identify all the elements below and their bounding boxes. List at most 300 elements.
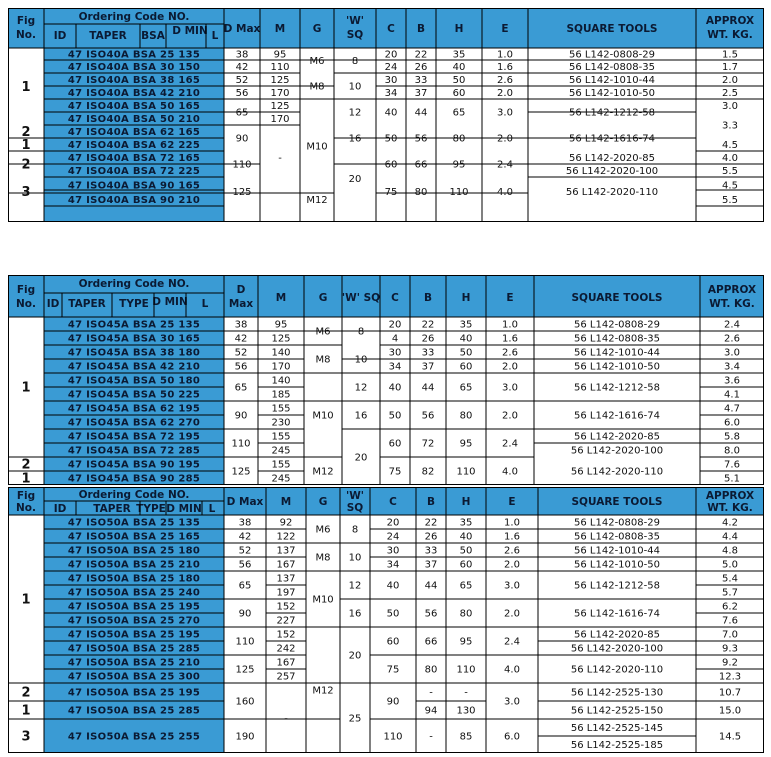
ordering-code: 47 ISO45A BSA 30 165 (67, 333, 201, 345)
table-iso40-grid (8, 8, 764, 224)
e-cell: 3.0 (504, 580, 520, 592)
h-cell: 35 (459, 319, 473, 331)
m-cell: 137 (276, 573, 296, 585)
b-cell: 26 (421, 333, 435, 345)
g-thread-cell: M8 (315, 354, 331, 366)
fig-number: 3 (21, 185, 31, 200)
c-cell: 30 (388, 347, 402, 359)
e-cell: 4.0 (502, 466, 518, 478)
h-cell: 50 (459, 545, 473, 557)
wt-cell: 4.5 (722, 140, 738, 151)
table-iso40 (8, 8, 764, 224)
h-cell: 80 (459, 410, 473, 422)
tool-cell: 56 L142-2020-85 (574, 629, 660, 641)
header-fig-no: No. (16, 502, 36, 514)
tool-cell: 56 L142-1212-58 (574, 580, 660, 592)
m-cell: 95 (274, 319, 288, 331)
dmax-cell: 56 (238, 559, 252, 571)
b-cell: 22 (414, 49, 428, 61)
h-cell: 40 (452, 62, 466, 73)
wt-cell: 5.5 (722, 195, 738, 206)
wt-cell: 5.0 (722, 559, 738, 571)
c-cell: 60 (386, 636, 400, 648)
c-cell: 20 (388, 319, 402, 331)
wt-cell: 2.5 (722, 88, 738, 99)
header-fig-no: No. (16, 298, 36, 310)
m-dash-cell: - (284, 713, 288, 725)
b-cell: 66 (424, 636, 438, 648)
c-cell: 34 (388, 361, 402, 373)
m-cell: 197 (276, 587, 296, 599)
dmax-cell: 125 (232, 187, 252, 198)
header-id: ID (53, 30, 67, 42)
e-cell: 2.6 (504, 545, 520, 557)
g-thread-cell: M6 (315, 326, 331, 338)
fig-number: 1 (21, 80, 31, 95)
tool-cell: 56 L142-0808-29 (569, 49, 655, 61)
header-b: B (416, 23, 426, 35)
tool-cell: 56 L142-1010-50 (574, 361, 660, 373)
m-cell: 92 (279, 517, 293, 529)
g-thread-cell: M12 (306, 195, 328, 206)
table-iso45-grid (8, 275, 764, 487)
wt-cell: 4.8 (722, 545, 738, 557)
header-approx: APPROX (707, 284, 757, 296)
c-cell: 110 (383, 731, 403, 743)
h-cell: 65 (459, 382, 473, 394)
h-cell: 110 (456, 466, 476, 478)
ordering-code: 47 ISO45A BSA 72 195 (67, 431, 201, 443)
header-l: L (208, 503, 216, 515)
ordering-code: 47 ISO45A BSA 62 270 (67, 417, 201, 429)
g-thread-cell: M10 (312, 410, 334, 422)
table-iso45 (8, 275, 764, 487)
wt-cell: 2.0 (722, 75, 738, 86)
dmax-cell: 38 (238, 517, 252, 529)
wt-cell: 5.8 (724, 431, 740, 443)
dmax-cell: 42 (234, 333, 248, 345)
dmax-cell: 90 (234, 410, 248, 422)
tool-cell: 56 L142-0808-35 (574, 333, 660, 345)
dmax-cell: 110 (235, 636, 255, 648)
m-cell: 230 (271, 417, 291, 429)
header-cell (700, 275, 764, 317)
h-cell: 85 (459, 731, 473, 743)
w-square-cell: 16 (348, 608, 362, 620)
fig-number: 3 (21, 729, 31, 745)
header-max: Max (228, 298, 254, 310)
header-approx: APPROX (705, 490, 755, 502)
h-cell: 110 (456, 664, 476, 676)
e-cell: 1.0 (497, 49, 513, 61)
b-cell: 33 (424, 545, 438, 557)
ordering-code: 47 ISO45A BSA 25 135 (67, 319, 201, 331)
table-iso50 (8, 487, 764, 755)
g-thread-cell: M10 (306, 141, 328, 153)
header-g: G (318, 292, 328, 304)
g-thread-cell: M10 (312, 594, 334, 606)
wt-cell: 9.3 (722, 643, 738, 655)
c-cell: 90 (386, 696, 400, 708)
c-cell: 4 (391, 333, 399, 345)
header-dmax: D Max (223, 23, 261, 35)
g-thread-cell: M8 (315, 552, 331, 564)
header-wt-kg: WT. KG. (707, 29, 753, 41)
dmax-cell: 65 (238, 580, 252, 592)
c-cell: 34 (384, 88, 398, 99)
dmax-cell: 90 (238, 608, 252, 620)
ordering-code: 47 ISO40A BSA 72 165 (67, 153, 201, 164)
header-cell (696, 8, 764, 48)
c-cell: 50 (384, 133, 398, 145)
ordering-code: 47 ISO50A BSA 25 135 (67, 517, 201, 529)
wt-cell: 4.2 (722, 517, 738, 529)
e-cell: 2.0 (504, 608, 520, 620)
c-cell: 40 (384, 107, 398, 119)
e-cell: 4.0 (497, 187, 513, 198)
fig-number: 2 (21, 685, 31, 701)
m-cell: 125 (270, 75, 290, 86)
m-cell: 110 (270, 62, 290, 73)
w-square-cell: 10 (348, 81, 362, 93)
e-cell: 1.0 (502, 319, 518, 331)
m-cell: 167 (276, 657, 296, 669)
wt-cell: 10.7 (718, 687, 742, 699)
c-cell: 40 (386, 580, 400, 592)
w-square-cell: 8 (351, 524, 359, 536)
h-cell: 60 (452, 88, 466, 99)
fig-number: 1 (21, 471, 31, 487)
b-cell: 66 (414, 159, 428, 171)
ordering-code: 47 ISO45A BSA 50 180 (67, 375, 201, 387)
wt-cell: 5.7 (722, 587, 738, 599)
w-square-cell: 12 (354, 382, 368, 394)
wt-cell: 4.4 (722, 531, 738, 543)
h-cell: 95 (459, 438, 473, 450)
w-square-cell: 20 (348, 650, 362, 662)
dmax-cell: 52 (234, 347, 248, 359)
h-cell: 60 (459, 559, 473, 571)
wt-cell: 12.3 (718, 671, 742, 683)
b-cell: 56 (424, 608, 438, 620)
g-thread-cell: M6 (315, 524, 331, 536)
m-cell: 242 (276, 643, 296, 655)
tool-cell: 56 L142-0808-29 (574, 319, 660, 331)
header-sq: SQ (346, 29, 364, 41)
h-cell: 110 (449, 187, 469, 198)
tool-cell: 56 L142-2020-100 (570, 445, 664, 457)
h-cell: 40 (459, 333, 473, 345)
tool-cell: 56 L142-1010-50 (569, 88, 655, 99)
header-type: TYPE (119, 298, 149, 310)
b-cell: - (429, 731, 433, 743)
wt-cell: 4.0 (722, 153, 738, 164)
w-square-cell: 16 (354, 410, 368, 422)
header-square-tools: SQUARE TOOLS (571, 496, 663, 508)
header-taper: TAPER (68, 298, 106, 310)
e-cell: 2.4 (497, 159, 513, 171)
m-cell: 185 (271, 389, 291, 401)
tool-cell: 56 L142-2525-185 (570, 740, 664, 751)
h-cell: 40 (459, 531, 473, 543)
tool-cell: 56 L142-2525-130 (570, 687, 664, 699)
c-cell: 75 (388, 466, 402, 478)
header-dmin: D MIN (166, 503, 202, 515)
header-bsa: BSA (141, 30, 165, 42)
wt-cell: 1.7 (722, 62, 738, 73)
m-cell: 155 (271, 459, 291, 471)
e-cell: 2.4 (502, 438, 518, 450)
w-square-cell: 25 (348, 713, 362, 725)
dmax-cell: 42 (235, 62, 249, 73)
h-cell: 65 (459, 580, 473, 592)
wt-cell: 3.3 (722, 120, 738, 132)
ordering-code: 47 ISO50A BSA 25 195 (67, 601, 201, 613)
header-sq: SQ (346, 502, 364, 514)
ordering-code: 47 ISO50A BSA 25 180 (67, 573, 201, 585)
tool-cell: 56 L142-2020-85 (574, 431, 660, 443)
e-cell: 2.0 (502, 410, 518, 422)
tool-cell: 56 L142-1010-44 (574, 347, 660, 359)
header-w: 'W' (345, 15, 365, 27)
ordering-code: 47 ISO50A BSA 25 210 (67, 559, 201, 571)
ordering-code: 47 ISO40A BSA 50 165 (67, 101, 201, 112)
w-square-cell: 20 (354, 452, 368, 464)
header-h: H (461, 292, 471, 304)
b-cell: 26 (414, 62, 428, 73)
dmax-cell: 38 (235, 49, 249, 61)
ordering-code: 47 ISO50A BSA 25 285 (67, 643, 201, 655)
e-cell: 1.6 (502, 333, 518, 345)
e-cell: 2.6 (502, 347, 518, 359)
b-cell: 44 (421, 382, 435, 394)
dmax-cell: 56 (234, 361, 248, 373)
m-cell: 95 (273, 49, 287, 61)
m-cell: 170 (270, 88, 290, 99)
m-cell: 170 (270, 114, 290, 125)
m-dash-cell: - (278, 153, 282, 164)
g-thread-cell: M6 (309, 56, 325, 67)
h-cell: 60 (459, 361, 473, 373)
header-ordering-code: Ordering Code NO. (78, 489, 190, 501)
header-g: G (318, 496, 328, 508)
header-l: L (201, 298, 209, 310)
g-thread-cell: M8 (309, 81, 325, 93)
wt-cell: 3.0 (724, 347, 740, 359)
tool-cell: 56 L142-1010-50 (574, 559, 660, 571)
wt-cell: 5.5 (722, 166, 738, 177)
e-cell: 4.0 (504, 664, 520, 676)
ordering-code: 47 ISO45A BSA 72 285 (67, 445, 201, 457)
e-cell: 2.4 (504, 636, 520, 648)
header-ordering-code: Ordering Code NO. (78, 278, 190, 290)
w-square-cell: 10 (354, 354, 368, 366)
ordering-code: 47 ISO50A BSA 25 195 (67, 629, 201, 641)
tool-cell: 56 L142-2020-85 (569, 153, 655, 164)
h-cell: 50 (459, 347, 473, 359)
tool-cell: 56 L142-1010-44 (569, 75, 655, 86)
w-square-cell: 8 (351, 56, 359, 67)
dmax-cell: 56 (235, 88, 249, 99)
wt-cell: 2.6 (724, 333, 740, 345)
fig-number: 2 (21, 157, 31, 173)
tool-cell: 56 L142-2020-110 (570, 466, 664, 478)
header-cell (224, 275, 258, 317)
header-approx: APPROX (705, 15, 755, 27)
dmax-cell: 90 (235, 133, 249, 145)
m-cell: 152 (276, 629, 296, 641)
header-e: E (501, 23, 509, 35)
tool-cell: 56 L142-1616-74 (574, 410, 660, 422)
ordering-code: 47 ISO50A BSA 25 180 (67, 545, 201, 557)
c-cell: 34 (386, 559, 400, 571)
header-m: M (280, 496, 292, 508)
dmax-cell: 125 (235, 664, 255, 676)
m-cell: 125 (271, 333, 291, 345)
wt-cell: 2.4 (724, 319, 740, 331)
wt-cell: 7.6 (724, 459, 740, 471)
b-cell: 37 (424, 559, 438, 571)
tool-cell: 56 L142-1616-74 (569, 133, 655, 145)
fig-number: 1 (21, 703, 31, 719)
header-taper: TAPER (93, 503, 131, 515)
e-cell: 2.0 (504, 559, 520, 571)
m-cell: 125 (270, 101, 290, 112)
dmax-cell: 110 (231, 438, 251, 450)
ordering-code: 47 ISO50A BSA 25 255 (67, 731, 201, 743)
header-type: TYPE (136, 503, 166, 515)
header-e: E (508, 496, 516, 508)
tool-cell: 56 L142-2020-100 (570, 643, 664, 655)
ordering-code: 47 ISO45A BSA 90 195 (67, 459, 201, 471)
m-cell: 227 (276, 615, 296, 627)
ordering-code: 47 ISO40A BSA 38 165 (67, 75, 201, 86)
c-cell: 75 (386, 664, 400, 676)
m-cell: 140 (271, 375, 291, 387)
fig-number: 2 (21, 125, 31, 140)
ordering-code: 47 ISO45A BSA 42 210 (67, 361, 201, 373)
tool-cell: 56 L142-1212-58 (569, 107, 655, 119)
fig-number: 1 (21, 380, 31, 396)
m-cell: 257 (276, 671, 296, 683)
wt-cell: 4.1 (724, 389, 740, 401)
ordering-code: 47 ISO45A BSA 90 285 (67, 473, 201, 485)
header-b: B (426, 496, 436, 508)
e-cell: 2.6 (497, 75, 513, 86)
header-w: 'W' (345, 490, 365, 502)
wt-cell: 9.2 (722, 657, 738, 669)
ordering-code: 47 ISO45A BSA 62 195 (67, 403, 201, 415)
c-cell: 50 (388, 410, 402, 422)
wt-cell: 15.0 (718, 705, 742, 717)
dmax-cell: 125 (231, 466, 251, 478)
wt-cell: 6.0 (724, 417, 740, 429)
header-dmin: D MIN (152, 296, 188, 308)
w-square-cell: 12 (348, 107, 362, 119)
header-cell (334, 8, 376, 48)
e-cell: 1.6 (504, 531, 520, 543)
tool-cell: 56 L142-2020-100 (565, 166, 659, 177)
c-cell: 60 (388, 438, 402, 450)
header-fig: Fig (16, 284, 36, 296)
header-c: C (389, 496, 397, 508)
wt-cell: 1.5 (722, 49, 738, 61)
header-wt-kg: WT. KG. (709, 298, 755, 310)
dmax-cell: 52 (238, 545, 252, 557)
ordering-code: 47 ISO50A BSA 25 285 (67, 705, 201, 717)
c-cell: 75 (384, 187, 398, 198)
ordering-code: 47 ISO50A BSA 25 270 (67, 615, 201, 627)
header-fig: Fig (16, 490, 36, 502)
tool-cell: 56 L142-2020-110 (565, 187, 659, 198)
tool-cell: 56 L142-1010-44 (574, 545, 660, 557)
wt-cell: 8.0 (724, 445, 740, 457)
dmax-cell: 52 (235, 75, 249, 86)
g-thread-cell: M12 (312, 466, 334, 478)
e-cell: 6.0 (504, 731, 520, 743)
h-cell: 35 (459, 517, 473, 529)
ordering-code: 47 ISO50A BSA 25 165 (67, 531, 201, 543)
tool-cell: 56 L142-0808-35 (574, 531, 660, 543)
tool-cell: 56 L142-2525-145 (570, 723, 664, 734)
m-cell: 245 (271, 473, 291, 485)
header-fig: Fig (16, 15, 36, 27)
dmax-cell: 38 (234, 319, 248, 331)
e-cell: 2.0 (497, 88, 513, 99)
wt-cell: 14.5 (718, 731, 742, 743)
m-cell: 155 (271, 403, 291, 415)
ordering-code: 47 ISO40A BSA 25 135 (67, 49, 201, 61)
header-b: B (423, 292, 433, 304)
header-ordering-code: Ordering Code NO. (78, 11, 190, 23)
m-cell: 140 (271, 347, 291, 359)
b-cell: 56 (414, 133, 428, 145)
header-square-tools: SQUARE TOOLS (566, 23, 658, 35)
dmax-cell: 110 (232, 159, 252, 171)
ordering-code: 47 ISO40A BSA 42 210 (67, 88, 201, 99)
c-cell: 30 (384, 75, 398, 86)
ordering-code: 47 ISO50A BSA 25 210 (67, 657, 201, 669)
b-cell: 44 (414, 107, 428, 119)
header-g: G (312, 23, 322, 35)
wt-cell: 3.6 (724, 375, 740, 387)
e-cell: 3.0 (502, 382, 518, 394)
dmax-cell: 160 (235, 696, 255, 708)
header-wt-kg: WT. KG. (707, 502, 753, 514)
header-dmax: D Max (226, 496, 264, 508)
b-cell: - (429, 687, 433, 699)
w-square-cell: 8 (357, 326, 365, 338)
b-cell: 94 (424, 705, 438, 717)
w-square-cell: 12 (348, 580, 362, 592)
dmax-cell: 65 (235, 107, 249, 119)
h-cell: 130 (456, 705, 476, 717)
b-cell: 22 (424, 517, 438, 529)
ordering-code: 47 ISO45A BSA 38 180 (67, 347, 201, 359)
b-cell: 72 (421, 438, 435, 450)
fig-number: 1 (21, 138, 31, 153)
ordering-code: 47 ISO50A BSA 25 300 (67, 671, 201, 683)
ordering-code: 47 ISO50A BSA 25 240 (67, 587, 201, 599)
wt-cell: 3.0 (722, 101, 738, 112)
e-cell: 2.0 (502, 361, 518, 373)
ordering-code: 47 ISO40A BSA 72 225 (67, 166, 201, 177)
header-h: H (454, 23, 464, 35)
e-cell: 1.0 (504, 517, 520, 529)
w-square-cell: 16 (348, 133, 362, 145)
m-cell: 167 (276, 559, 296, 571)
header-d: D (236, 284, 246, 296)
